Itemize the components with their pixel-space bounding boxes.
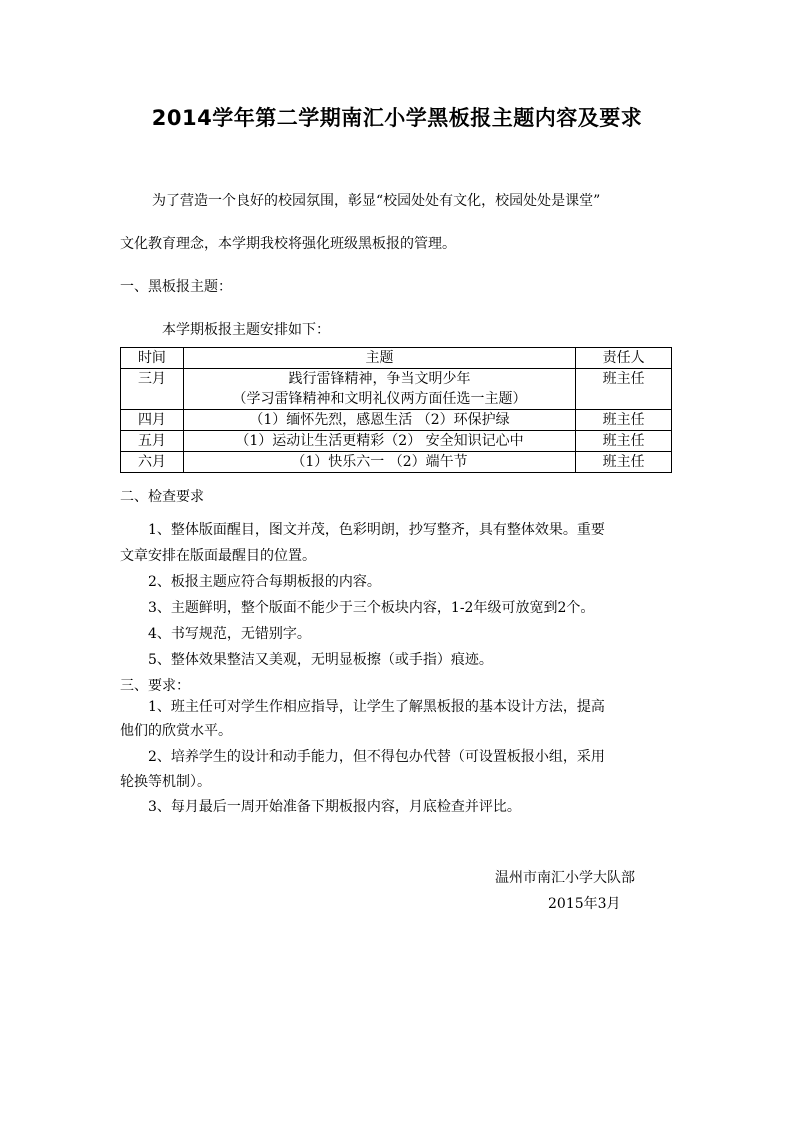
req-item-2-line-2: 轮换等机制）。: [120, 774, 211, 790]
header-time: 时间: [121, 348, 184, 369]
table-header-row: [121, 348, 672, 369]
theme-schedule-table: [120, 347, 672, 473]
theme-cell: （1）缅怀先烈，感恩生活 （2）环保护绿: [183, 410, 575, 431]
signature-org: 温州市南汇小学大队部: [495, 870, 635, 886]
owner-cell: 班主任: [576, 431, 672, 452]
req-item-1-line-1: 1、班主任可对学生作相应指导，让学生了解黑板报的基本设计方法，提高: [148, 699, 605, 715]
theme-cell: [183, 369, 575, 410]
owner-cell: 班主任: [576, 452, 672, 473]
theme-cell: （1）运动让生活更精彩（2） 安全知识记心中: [183, 431, 575, 452]
section-3-heading: 三、要求：: [120, 678, 190, 694]
check-item-2: 2、板报主题应符合每期板报的内容。: [148, 574, 381, 590]
document-title: 2014学年第二学期南汇小学黑板报主题内容及要求: [151, 106, 643, 130]
section-1-heading: 一、黑板报主题：: [120, 279, 232, 295]
signature-date: 2015年3月: [548, 896, 621, 912]
theme-cell: （1）快乐六一 （2）端午节: [183, 452, 575, 473]
section-2-heading: 二、检查要求: [120, 489, 204, 505]
req-item-3: 3、每月最后一周开始准备下期板报内容，月底检查并评比。: [148, 799, 521, 815]
req-item-1-line-2: 他们的欣赏水平。: [120, 723, 232, 739]
header-owner: 责任人: [576, 348, 672, 369]
schedule-lead: 本学期板报主题安排如下：: [162, 322, 330, 338]
month-cell: 五月: [121, 431, 184, 452]
owner-cell: 班主任: [576, 369, 672, 410]
table-row: [121, 452, 672, 473]
header-theme: 主题: [183, 348, 575, 369]
check-item-5: 5、整体效果整洁又美观，无明显板擦（或手指）痕迹。: [148, 652, 493, 668]
check-item-3: 3、主题鲜明，整个版面不能少于三个板块内容，1-2年级可放宽到2个。: [148, 600, 595, 616]
table-row: [121, 431, 672, 452]
theme-line: 践行雷锋精神，争当文明少年: [288, 371, 471, 387]
req-item-2-line-1: 2、培养学生的设计和动手能力，但不得包办代替（可设置板报小组，采用: [148, 749, 605, 765]
intro-line-2: 文化教育理念，本学期我校将强化班级黑板报的管理。: [120, 236, 456, 252]
owner-cell: 班主任: [576, 410, 672, 431]
month-cell: 六月: [121, 452, 184, 473]
check-item-4: 4、书写规范，无错别字。: [148, 626, 311, 642]
table-row: [121, 369, 672, 410]
month-cell: 四月: [121, 410, 184, 431]
check-item-1-line-1: 1、整体版面醒目，图文并茂，色彩明朗，抄写整齐，具有整体效果。重要: [148, 522, 605, 538]
check-item-1-line-2: 文章安排在版面最醒目的位置。: [120, 548, 316, 564]
table-row: [121, 410, 672, 431]
intro-line-1: 为了营造一个良好的校园氛围，彰显“校园处处有文化，校园处处是课堂”: [152, 193, 601, 209]
month-cell: 三月: [121, 369, 184, 410]
theme-subline: （学习雷锋精神和文明礼仪两方面任选一主题）: [232, 391, 527, 407]
